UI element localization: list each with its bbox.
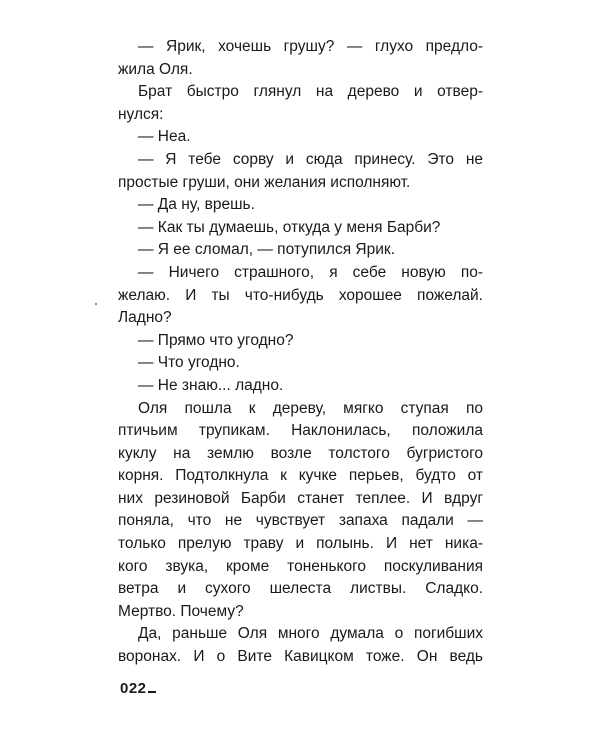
- text-line: — Да ну, врешь.: [138, 196, 255, 214]
- text-line: ветра и сухого шелеста листвы. Сладко.: [118, 580, 483, 598]
- page-number: [120, 680, 156, 697]
- text-line: Да, раньше Оля много думала о погибших: [138, 625, 483, 643]
- text-line: жила Оля.: [118, 60, 193, 78]
- text-line: простые груши, они желания исполняют.: [118, 173, 411, 191]
- text-line: Мертво. Почему?: [118, 602, 244, 620]
- text-line: — Ничего страшного, я себе новую по-: [138, 263, 483, 281]
- text-line: только прелую траву и полынь. И нет ника-: [118, 535, 483, 553]
- text-line: нулся:: [118, 105, 164, 123]
- text-line: — Как ты думаешь, откуда у меня Барби?: [138, 218, 441, 236]
- text-line: — Я тебе сорву и сюда принесу. Это не: [138, 150, 483, 168]
- text-line: кого звука, кроме тоненького поскуливания: [118, 557, 483, 575]
- text-line: Ладно?: [118, 309, 172, 327]
- text-line: — Я ее сломал, — потупился Ярик.: [138, 241, 395, 259]
- text-line: желаю. И ты что-нибудь хорошее пожелай.: [118, 286, 483, 304]
- text-line: Оля пошла к дереву, мягко ступая по: [138, 399, 483, 417]
- text-line: — Что угодно.: [138, 354, 240, 372]
- text-line: воронах. И о Вите Кавицком тоже. Он ведь: [118, 648, 483, 666]
- page-number-underscore: [148, 691, 156, 693]
- text-line: них резиновой Барби станет теплее. И вдруг: [118, 489, 483, 507]
- page-number-value: 022: [120, 680, 147, 697]
- text-line: корня. Подтолкнула к кучке перьев, будто от: [118, 467, 483, 485]
- text-line: Брат быстро глянул на дерево и отвер-: [138, 83, 483, 101]
- text-line: — Прямо что угодно?: [138, 331, 294, 349]
- page-body-text: [118, 36, 483, 669]
- text-line: поняла, что не чувствует запаха падали —: [118, 512, 483, 530]
- text-line: куклу на землю возле толстого бугристого: [118, 444, 483, 462]
- scan-speck: [95, 303, 97, 305]
- text-line: — Ярик, хочешь грушу? — глухо предло-: [138, 38, 483, 55]
- text-line: птичьим трупикам. Наклонилась, положила: [118, 422, 483, 440]
- text-line: — Неа.: [138, 128, 191, 146]
- text-line: — Не знаю... ладно.: [138, 376, 284, 394]
